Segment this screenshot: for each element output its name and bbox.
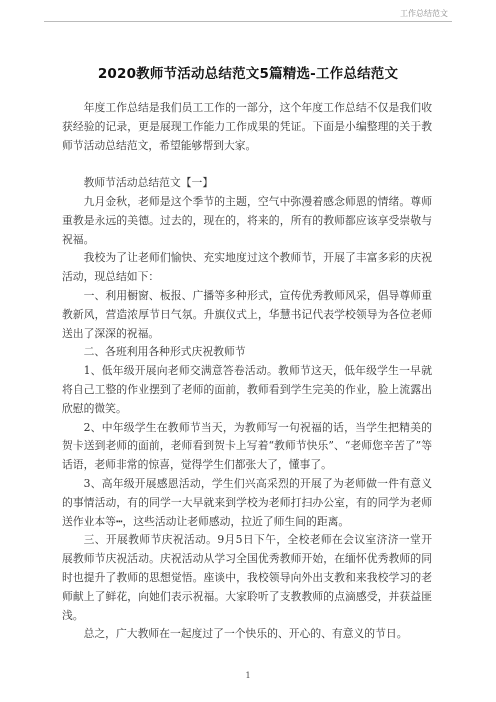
body-paragraph: 3、高年级开展感恩活动，学生们兴高采烈的开展了为老师做一件有意义的事情活动，有的同学一大早就来到学校为老师打扫办公室，有的同学为老师送作业本等┅，这些活动让老师感动，拉近了师生间的距离。	[62, 476, 432, 528]
body-paragraph: 我校为了让老师们愉快、充实地度过这个教师节，开展了丰富多彩的庆祝活动，现总结如下：	[62, 251, 432, 284]
body-paragraph: 2、中年级学生在教师节当天，为教师写一句祝福的话，当学生把精美的贺卡送到老师的面前，老师看到贺卡上写着“教师节快乐”、“老师您辛苦了”等话语，老师非常的惊喜，觉得学生们都张大了，懂事了。	[62, 420, 432, 472]
body-paragraph: 三、开展教师节庆祝活动。9月5日下午，全校老师在会议室济济一堂开展教师节庆祝活动。庆祝活动从学习全国优秀教师开始，在缅怀优秀教师的同时也提升了教师的思想觉悟。座谈中，我校领导向外出支教和来我校学习的老师献上了鲜花，向她们表示祝福。大家聆听了支教教师的点滴感受，并获益匪浅。	[62, 533, 432, 622]
body-paragraph: 九月金秋，老师是这个季节的主题，空气中弥漫着感念师恩的情绪。尊师重教是永远的美德。过去的，现在的，将来的，所有的教师都应该享受崇敬与祝福。	[62, 194, 432, 246]
header-label: 工作总结范文	[400, 9, 448, 18]
page-number: 1	[245, 671, 251, 680]
body-paragraph: 总之，广大教师在一起度过了一个快乐的、开心的、有意义的节日。	[83, 627, 408, 641]
document-title: 2020教师节活动总结范文5篇精选-工作总结范文	[97, 66, 399, 82]
body-paragraph: 一、利用橱窗、板报、广播等多种形式，宣传优秀教师风采，倡导尊师重教新风，营造浓厚节日气氛。升旗仪式上，华慧书记代表学校领导为各位老师送出了深深的祝福。	[62, 288, 432, 340]
header-divider	[44, 21, 452, 22]
body-paragraph: 二、各班利用各种形式庆祝教师节	[83, 345, 246, 359]
intro-paragraph: 年度工作总结是我们员工工作的一部分，这个年度工作总结不仅是我们收获经验的记录，更是展现工作能力工作成果的凭证。下面是小编整理的关于教师节活动总结范文，希望能够帮到大家。	[62, 101, 432, 152]
section-heading: 教师节活动总结范文【一】	[83, 176, 214, 190]
body-paragraph: 1、低年级开展向老师交满意答卷活动。教师节这天，低年级学生一早就将自己工整的作业摆到了老师的面前，教师看到学生完美的作业，脸上流露出欣慰的微笑。	[62, 364, 432, 415]
document-body	[62, 99, 432, 644]
